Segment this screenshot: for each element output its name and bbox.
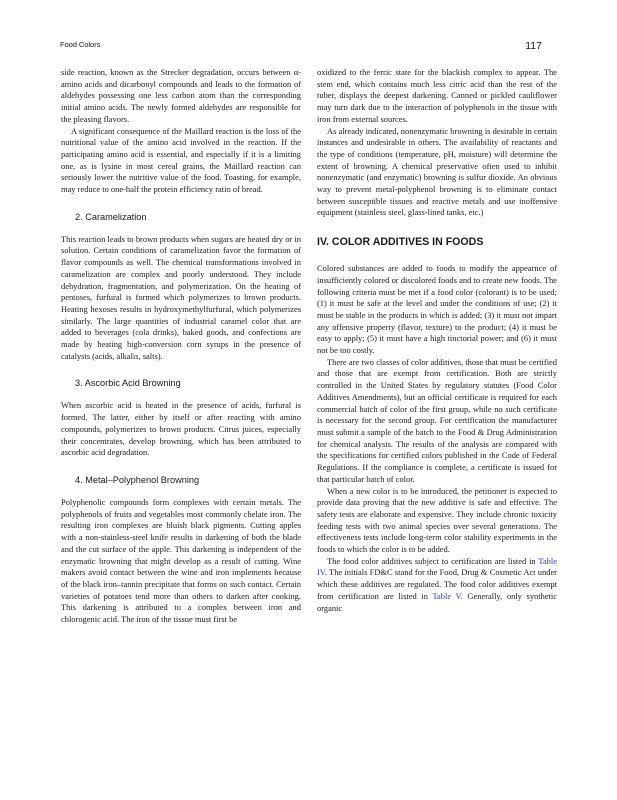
paragraph: There are two classes of color additives, those that must be certified and those that are exempt from certification. Both are strictly controlled in the United States by regulatory statutes (Food Color Additives Amendments), but an official certificate is required for each commercial batch of color of the first group, while no such certificate is necessary for the second group. For certification the manufacturer must submit a sample of the batch to the Food & Drug Administration for chemical analysis. The results of the analysis are compared with the specifications for certified colors published in the Code of Federal Regulations. If the compliance is complete, a certificate is issued for that particular batch of color.	[317, 356, 557, 484]
paragraph	[317, 556, 557, 615]
right-column	[317, 67, 557, 614]
page-number: 117	[525, 40, 542, 52]
paragraph: Colored substances are added to foods to modify the appearnce of insufficiently colored or discolored foods and to create new foods. The following criteria must be met if a food color (colorant) is to be used; (1) it must be safe at the level and under the conditions of use; (2) it must be stable in the products in which is added; (3) it must not impart any offensive property (flavor, texture) to the product; (4) it must be easy to apply; (5) it must have a high tinctorial power; and (6) it must not be too costly.	[317, 263, 557, 356]
text-run: . Generally, only synthetic organic	[317, 590, 557, 613]
table-v-link[interactable]: Table V	[432, 590, 461, 601]
paragraph: As already indicated, nonenzymatic browning is desirable in certain instances and undesirable in others. The availability of reactants and the type of conditions (temperature, pH, moisture) will determine the extent of browning. A chemical preservative often used to inhibit nonenzymatic (and enzymatic) browning is sulfur dioxide. An obvious way to prevent metal-polyphenol browning is to eliminate contact between susceptible tissues and reactive metals and use inoffensive equipment (stainless steel, glass-lined tanks, etc.)	[317, 125, 557, 218]
subsection-heading-caramelization: 2. Caramelization	[75, 211, 147, 222]
paragraph: side reaction, known as the Strecker degradation, occurs between α-amino acids and dicarbonyl compounds and leads to the formation of aldehydes possessing one less carbon atom than the corresponding initial amino acids. The newly formed aldehydes are responsible for the pleasing flavors.	[61, 67, 301, 124]
paragraph: Polyphenolic compounds form complexes with certain metals. The polyphenols of fruits and vegetables most commonly chelate iron. The resulting iron complexes are bluish black pigments. Cutting apples with a non-stainless-steel knife results in darkening of both the blade and the cut surface of the apple. This darkening is independent of the enzymatic browning that might develop as a result of cutting. Wine makers avoid contact between the wine and iron implements because of the black iron–tannin precipitate that forms on such contact. Certain varieties of potatoes tend more than others to darken after cooking. This darkening is attributed to a complex between iron and chlorogenic acid. The iron of the tissue must first be	[61, 496, 301, 625]
subsection-heading-metal-polyphenol: 4. Metal–Polyphenol Browning	[75, 474, 200, 485]
subsection-heading-ascorbic-acid: 3. Ascorbic Acid Browning	[75, 378, 181, 389]
paragraph: When ascorbic acid is heated in the presence of acids, furfural is formed. The latter, either by itself or after reacting with amino compounds, polymerizes to brown products. Citrus juices, especially their concentrates, develop browning, which has been attributed to ascorbic acid degradation.	[61, 400, 301, 458]
paragraph: This reaction leads to brown products when sugars are heated dry or in solution. Certain conditions of caramelization favor the formation of flavor compounds as well. The chemical transformations involved in caramelization are complex and poorly understood. They include dehydration, fragmentation, and polymerization. On the heating of pentoses, furfural is formed which polymerizes to brown products. Heating hexoses results in hydroxymethylfurfural, which polymerizes similarly. The large quantities of industrial caramel color that are added to beverages (cola drinks), baked goods, and confections are made by heating high-conversion corn syrups in the presence of catalysts (acids, alkalis, salts).	[61, 233, 301, 361]
section-heading-color-additives: IV. COLOR ADDITIVES IN FOODS	[317, 236, 484, 249]
running-head: Food Colors	[60, 40, 101, 49]
left-column	[61, 67, 301, 626]
paragraph: When a new color is to be introduced, the petitioner is expected to provide data proving that the new additive is safe and effective. The safety tests are elaborate and expensive. They include chronic toxicity feeding tests with two animal species over several generations. The effectiveness tests include long-term color stability experiments in the foods to which the color is to be added.	[317, 485, 557, 555]
table-iv-link[interactable]: Table IV	[317, 555, 557, 578]
paragraph: A significant consequence of the Maillard reaction is the loss of the nutritional value of the amino acid involved in the reaction. If the participating amino acid is essential, and especially if it is a limiting one, as is lysine in most cereal grains, the Maillard reaction can seriously lower the nutritive value of the food. Toasting, for example, may reduce to one-half the protein efficiency ratio of bread.	[61, 125, 301, 195]
text-run: The food color additives subject to certification are listed in	[327, 555, 539, 566]
paragraph: oxidized to the ferric state for the blackish complex to appear. The stem end, which contains much less citric acid than the rest of the tuber, displays the deepest darkening. Canned or pickled cauliflower may turn dark due to the interaction of polyphenols in the tissue with iron from external sources.	[317, 67, 557, 124]
text-run: . The initials FD&C stand for the Food, Drug & Cosmetic Act under which these additives are regulated. The food color additives exempt from certification are listed in	[317, 567, 557, 601]
